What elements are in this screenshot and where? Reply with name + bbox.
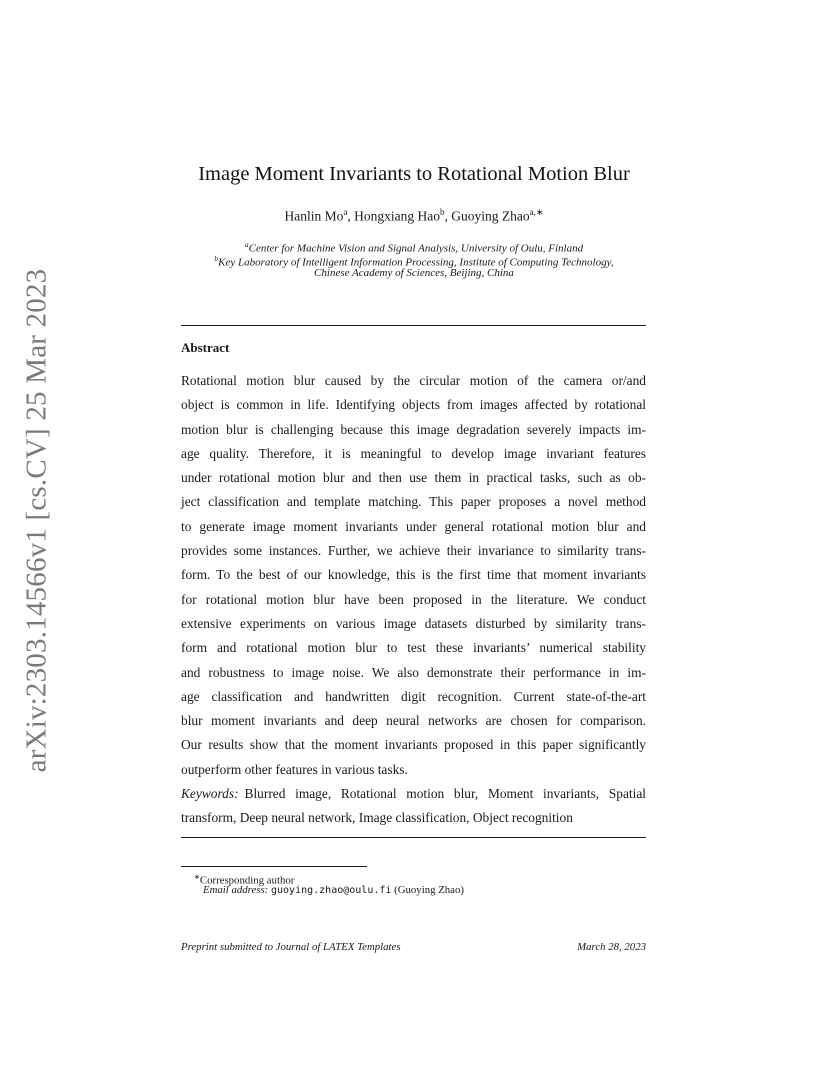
abstract-line: blur moment invariants and deep neural networks are chosen for comparison.	[181, 713, 646, 729]
abstract-line: provides some instances. Further, we achieve their invariance to similarity trans-	[181, 543, 646, 559]
abstract-bottom-rule	[181, 837, 646, 838]
preprint-note: Preprint submitted to Journal of LATEX Templates	[181, 941, 401, 953]
email-label: Email address:	[203, 884, 269, 896]
abstract-line: object is common in life. Identifying objects from images affected by rotational	[181, 397, 646, 413]
footnote-marker: ∗	[194, 873, 200, 881]
footnote-email	[181, 883, 646, 898]
abstract-line: Our results show that the moment invariants proposed in this paper significantly	[181, 737, 646, 753]
author-name: Hanlin Mo	[284, 208, 344, 224]
footnote-rule	[181, 866, 367, 867]
keywords-text: Blurred image, Rotational motion blur, Moment invariants, Spatial	[244, 786, 646, 802]
affiliation-marker: a	[244, 240, 249, 249]
abstract-top-rule	[181, 325, 646, 326]
paper-title: Image Moment Invariants to Rotational Motion Blur	[198, 163, 630, 185]
abstract-line: under rotational motion blur and then use them in practical tasks, such as ob-	[181, 470, 646, 486]
keywords-line	[181, 782, 646, 806]
author-affiliation-marker: b	[440, 207, 445, 217]
abstract-line: form and rotational motion blur to test these invariants’ numerical stability	[181, 640, 646, 656]
author-name: Hongxiang Hao	[354, 208, 441, 224]
author-list: Hanlin Mo$^a$, Hongxiang Hao$^b$, Guoying Zhao$^{a,∗}$	[284, 207, 544, 224]
affiliation-text: Key Laboratory of Intelligent Information Processing, Institute of Computing Technology,	[218, 256, 614, 269]
abstract-line: Rotational motion blur caused by the circular motion of the camera or/and	[181, 373, 646, 388]
preprint-date: March 28, 2023	[577, 941, 646, 953]
abstract-body	[181, 369, 646, 831]
abstract-line: form. To the best of our knowledge, this is the first time that moment invariants	[181, 567, 646, 583]
abstract-line: and robustness to image noise. We also demonstrate their performance in im-	[181, 664, 646, 680]
keywords-label: Keywords:	[181, 786, 239, 802]
abstract-line: age quality. Therefore, it is meaningful to develop image invariant features	[181, 445, 646, 461]
email-owner: (Guoying Zhao)	[394, 884, 464, 896]
arxiv-identifier-stamp	[14, 268, 60, 772]
affiliation-text: Center for Machine Vision and Signal Analysis, University of Oulu, Finland	[248, 242, 584, 255]
email-address-link[interactable]: guoying.zhao@oulu.fi	[270, 885, 392, 896]
abstract-line: motion blur is challenging because this image degradation severely impacts im-	[181, 421, 646, 437]
author-affiliation-marker: a,∗	[529, 207, 544, 217]
abstract-line: to generate image moment invariants under general rotational motion blur and	[181, 518, 646, 534]
abstract-line: ject classification and template matching. This paper proposes a novel method	[181, 494, 646, 510]
abstract-line: outperform other features in various tasks.	[181, 761, 408, 777]
keywords-line-continued: transform, Deep neural network, Image classification, Object recognition	[181, 810, 573, 826]
footnote-corresponding-text: Corresponding author	[199, 874, 295, 887]
affiliation-marker: b	[214, 254, 219, 263]
abstract-line: for rotational motion blur have been proposed in the literature. We conduct	[181, 591, 646, 607]
author-affiliation-marker: a	[343, 207, 348, 217]
arxiv-identifier-text: arXiv:2303.14566v1 [cs.CV] 25 Mar 2023	[20, 268, 53, 772]
abstract-line: age classification and handwritten digit recognition. Current state-of-the-art	[181, 688, 646, 704]
abstract-heading: Abstract	[181, 340, 230, 355]
author-name: Guoying Zhao	[451, 208, 530, 224]
affiliation-b-continued: Chinese Academy of Sciences, Beijing, China	[314, 267, 514, 279]
abstract-line: extensive experiments on various image datasets disturbed by similarity trans-	[181, 615, 646, 631]
